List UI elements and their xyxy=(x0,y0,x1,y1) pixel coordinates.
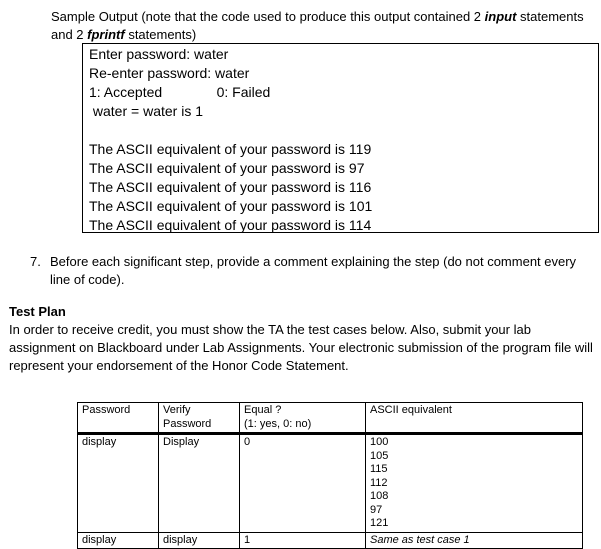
test-plan-heading: Test Plan xyxy=(9,304,66,319)
cell-ascii: Same as test case 1 xyxy=(366,532,583,549)
output-line: Enter password: water xyxy=(89,46,229,62)
ascii-value: 100 xyxy=(370,436,389,448)
table-header-row xyxy=(78,403,583,434)
cell-equal: 0 xyxy=(240,434,366,533)
step-number: 7. xyxy=(30,254,41,269)
ascii-value: 112 xyxy=(370,476,388,489)
ascii-value: 108 xyxy=(370,490,389,502)
header-verify-password: Verify Password xyxy=(159,403,240,434)
output-line: The ASCII equivalent of your password is 114 xyxy=(89,217,372,233)
cell-password: display xyxy=(78,434,159,533)
test-plan-paragraph: In order to receive credit, you must show the TA the test cases below. Also, submit your lab assignment on Blackboard under Lab Assignments. Your electronic submission of the program file will represent your endorsement of the Honor Code Statement. xyxy=(9,322,593,373)
output-line: The ASCII equivalent of your password is 116 xyxy=(89,179,372,195)
step-text: Before each significant step, provide a comment explaining the step (do not comment every line of code). xyxy=(50,254,577,287)
blank-line xyxy=(89,121,598,140)
header-ascii: ASCII equivalent xyxy=(366,403,583,434)
ascii-value: 97 xyxy=(370,503,383,516)
intro-text: statements) xyxy=(124,27,197,42)
intro-text: Sample Output (note that the code used to produce this output contained 2 xyxy=(51,9,485,24)
cell-verify: display xyxy=(159,532,240,549)
output-line: 1: Accepted 0: Failed xyxy=(89,84,271,100)
header-password: Password xyxy=(78,403,159,434)
test-plan-table xyxy=(77,402,583,549)
output-line: water = water is 1 xyxy=(89,103,203,119)
output-line: The ASCII equivalent of your password is 101 xyxy=(89,198,373,214)
header-equal: Equal ? (1: yes, 0: no) xyxy=(240,403,366,434)
ascii-value: 115 xyxy=(370,463,388,475)
cell-password: display xyxy=(78,532,159,549)
sample-output-box xyxy=(82,43,599,233)
cell-verify: Display xyxy=(159,434,240,533)
cell-equal: 1 xyxy=(240,532,366,549)
sample-output-intro xyxy=(51,8,596,44)
table-row xyxy=(78,532,583,549)
table-row xyxy=(78,434,583,533)
intro-text: and 2 xyxy=(51,27,88,42)
ascii-value: 105 xyxy=(370,449,389,462)
output-line: Re-enter password: water xyxy=(89,65,250,81)
output-line: The ASCII equivalent of your password is 97 xyxy=(89,160,365,176)
output-line: The ASCII equivalent of your password is 119 xyxy=(89,141,372,157)
intro-keyword-fprintf: fprintf xyxy=(87,27,125,42)
intro-keyword-input: input xyxy=(484,9,517,24)
intro-text: statements xyxy=(516,9,584,24)
ascii-value: 121 xyxy=(370,517,389,529)
cell-ascii xyxy=(366,434,583,533)
